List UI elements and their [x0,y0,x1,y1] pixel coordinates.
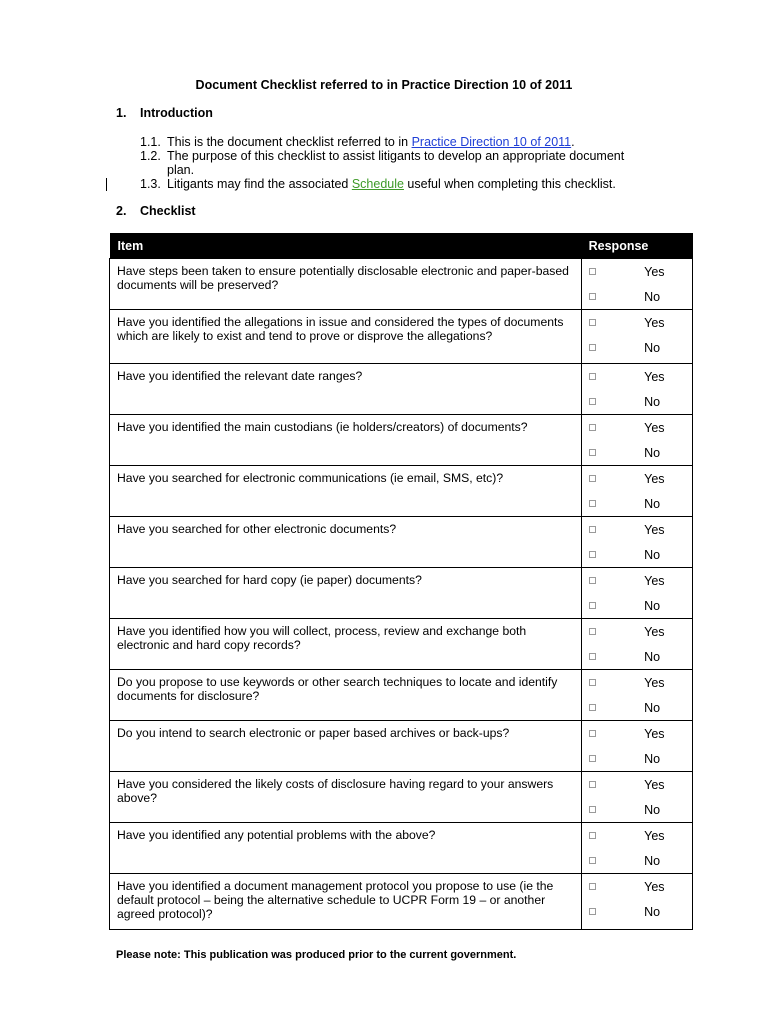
paragraph-number: 1.2. [140,149,161,163]
response-cell [582,874,693,930]
no-checkbox[interactable] [589,500,596,507]
no-checkbox[interactable] [589,398,596,405]
yes-label: Yes [644,726,665,741]
response-column-header: Response [582,233,693,259]
table-row [110,823,693,874]
publication-note: Please note: This publication was produced prior to the current government. [116,949,517,961]
response-cell [582,364,693,415]
schedule-link[interactable]: Schedule [351,177,404,191]
no-label: No [644,340,661,355]
yes-label: Yes [644,264,665,279]
checklist-question: Have you searched for electronic communications (ie email, SMS, etc)? [110,466,582,517]
checklist-question: Have you identified the allegations in issue and considered the types of documents which are likely to exist and tend to prove or disprove the allegations? [110,310,582,364]
yes-checkbox[interactable] [589,781,596,788]
checklist-question: Have steps been taken to ensure potentially disclosable electronic and paper-based documents will be preserved? [110,259,582,310]
no-label: No [644,547,661,562]
no-label: No [644,598,661,613]
yes-checkbox[interactable] [589,730,596,737]
response-option-no [582,644,692,669]
response-option-yes [582,517,692,542]
no-checkbox[interactable] [589,293,596,300]
response-option-yes [582,772,692,797]
paragraph-number: 1.1. [140,135,161,149]
response-option-no [582,440,692,465]
response-option-no [582,542,692,567]
response-cell [582,259,693,310]
no-label: No [644,649,661,664]
response-option-yes [582,259,692,284]
practice-direction-link[interactable]: Practice Direction 10 of 2011 [411,135,572,149]
checklist-question: Have you identified a document management protocol you propose to use (ie the default protocol – being the alternative schedule to UCPR Form 19 – or another agreed protocol)? [110,874,582,930]
table-row [110,259,693,310]
checklist-question: Have you identified the relevant date ranges? [110,364,582,415]
no-label: No [644,394,661,409]
yes-checkbox[interactable] [589,679,596,686]
table-header-row [110,233,693,259]
paragraph-number: 1.3. [140,177,161,191]
intro-paragraph-2 [140,149,660,177]
yes-checkbox[interactable] [589,268,596,275]
table-row [110,517,693,568]
no-checkbox[interactable] [589,602,596,609]
response-option-no [582,335,692,360]
intro-paragraph-3 [140,177,660,191]
section-heading-introduction [116,106,213,120]
section-number: 2. [116,204,127,218]
checklist-question: Do you propose to use keywords or other search techniques to locate and identify documents for disclosure? [110,670,582,721]
no-label: No [644,751,661,766]
section-number: 1. [116,106,127,120]
response-option-no [582,284,692,309]
yes-checkbox[interactable] [589,475,596,482]
section-label: Introduction [140,106,213,120]
no-checkbox[interactable] [589,857,596,864]
yes-checkbox[interactable] [589,373,596,380]
no-checkbox[interactable] [589,806,596,813]
response-cell [582,466,693,517]
paragraph-text: The purpose of this checklist to assist litigants to develop an appropriate document plan. [167,149,625,177]
response-option-no [582,491,692,516]
yes-label: Yes [644,315,665,330]
yes-label: Yes [644,420,665,435]
paragraph-text-end: useful when completing this checklist. [403,177,616,191]
table-row [110,619,693,670]
response-option-yes [582,619,692,644]
no-label: No [644,496,661,511]
response-option-yes [582,670,692,695]
table-row [110,415,693,466]
response-option-no [582,389,692,414]
table-row [110,772,693,823]
intro-paragraph-1 [140,135,660,149]
yes-checkbox[interactable] [589,526,596,533]
yes-label: Yes [644,828,665,843]
table-row [110,568,693,619]
section-heading-checklist [116,204,196,218]
table-row [110,466,693,517]
response-option-no [582,695,692,720]
response-cell [582,517,693,568]
response-option-no [582,593,692,618]
no-label: No [644,802,661,817]
response-cell [582,670,693,721]
response-option-yes [582,415,692,440]
no-label: No [644,853,661,868]
response-option-yes [582,823,692,848]
no-checkbox[interactable] [589,344,596,351]
yes-checkbox[interactable] [589,832,596,839]
yes-label: Yes [644,369,665,384]
response-cell [582,619,693,670]
no-checkbox[interactable] [589,653,596,660]
yes-checkbox[interactable] [589,883,596,890]
checklist-question: Have you identified how you will collect, process, review and exchange both electronic and hard copy records? [110,619,582,670]
no-checkbox[interactable] [589,908,596,915]
checklist-table [109,233,693,930]
item-column-header: Item [110,233,582,259]
yes-label: Yes [644,573,665,588]
paragraph-text: This is the document checklist referred to in [167,135,412,149]
response-option-no [582,899,692,924]
table-row [110,874,693,930]
response-option-yes [582,874,692,899]
no-checkbox[interactable] [589,449,596,456]
response-option-yes [582,466,692,491]
response-cell [582,823,693,874]
paragraph-text-end: . [571,135,575,149]
table-row [110,670,693,721]
yes-checkbox[interactable] [589,628,596,635]
yes-checkbox[interactable] [589,577,596,584]
response-option-yes [582,568,692,593]
revision-bar [106,178,107,191]
checklist-question: Have you searched for hard copy (ie paper) documents? [110,568,582,619]
checklist-question: Have you searched for other electronic documents? [110,517,582,568]
page-title: Document Checklist referred to in Practice Direction 10 of 2011 [195,78,573,92]
yes-checkbox[interactable] [589,424,596,431]
response-option-yes [582,310,692,335]
table-row [110,721,693,772]
yes-label: Yes [644,624,665,639]
table-row [110,364,693,415]
section-label: Checklist [140,204,196,218]
no-label: No [644,904,661,919]
no-label: No [644,445,661,460]
response-cell [582,568,693,619]
checklist-question: Do you intend to search electronic or paper based archives or back-ups? [110,721,582,772]
yes-label: Yes [644,675,665,690]
checklist-rows [110,259,693,930]
paragraph-text: Litigants may find the associated [167,177,352,191]
yes-checkbox[interactable] [589,319,596,326]
no-label: No [644,289,661,304]
no-checkbox[interactable] [589,704,596,711]
response-option-no [582,797,692,822]
checklist-question: Have you identified the main custodians (ie holders/creators) of documents? [110,415,582,466]
yes-label: Yes [644,777,665,792]
response-option-yes [582,721,692,746]
response-cell [582,310,693,364]
no-checkbox[interactable] [589,755,596,762]
response-cell [582,772,693,823]
no-checkbox[interactable] [589,551,596,558]
yes-label: Yes [644,471,665,486]
yes-label: Yes [644,522,665,537]
response-cell [582,721,693,772]
yes-label: Yes [644,879,665,894]
table-row [110,310,693,364]
response-option-no [582,848,692,873]
response-option-yes [582,364,692,389]
response-option-no [582,746,692,771]
checklist-question: Have you considered the likely costs of disclosure having regard to your answers above? [110,772,582,823]
no-label: No [644,700,661,715]
response-cell [582,415,693,466]
checklist-question: Have you identified any potential problems with the above? [110,823,582,874]
